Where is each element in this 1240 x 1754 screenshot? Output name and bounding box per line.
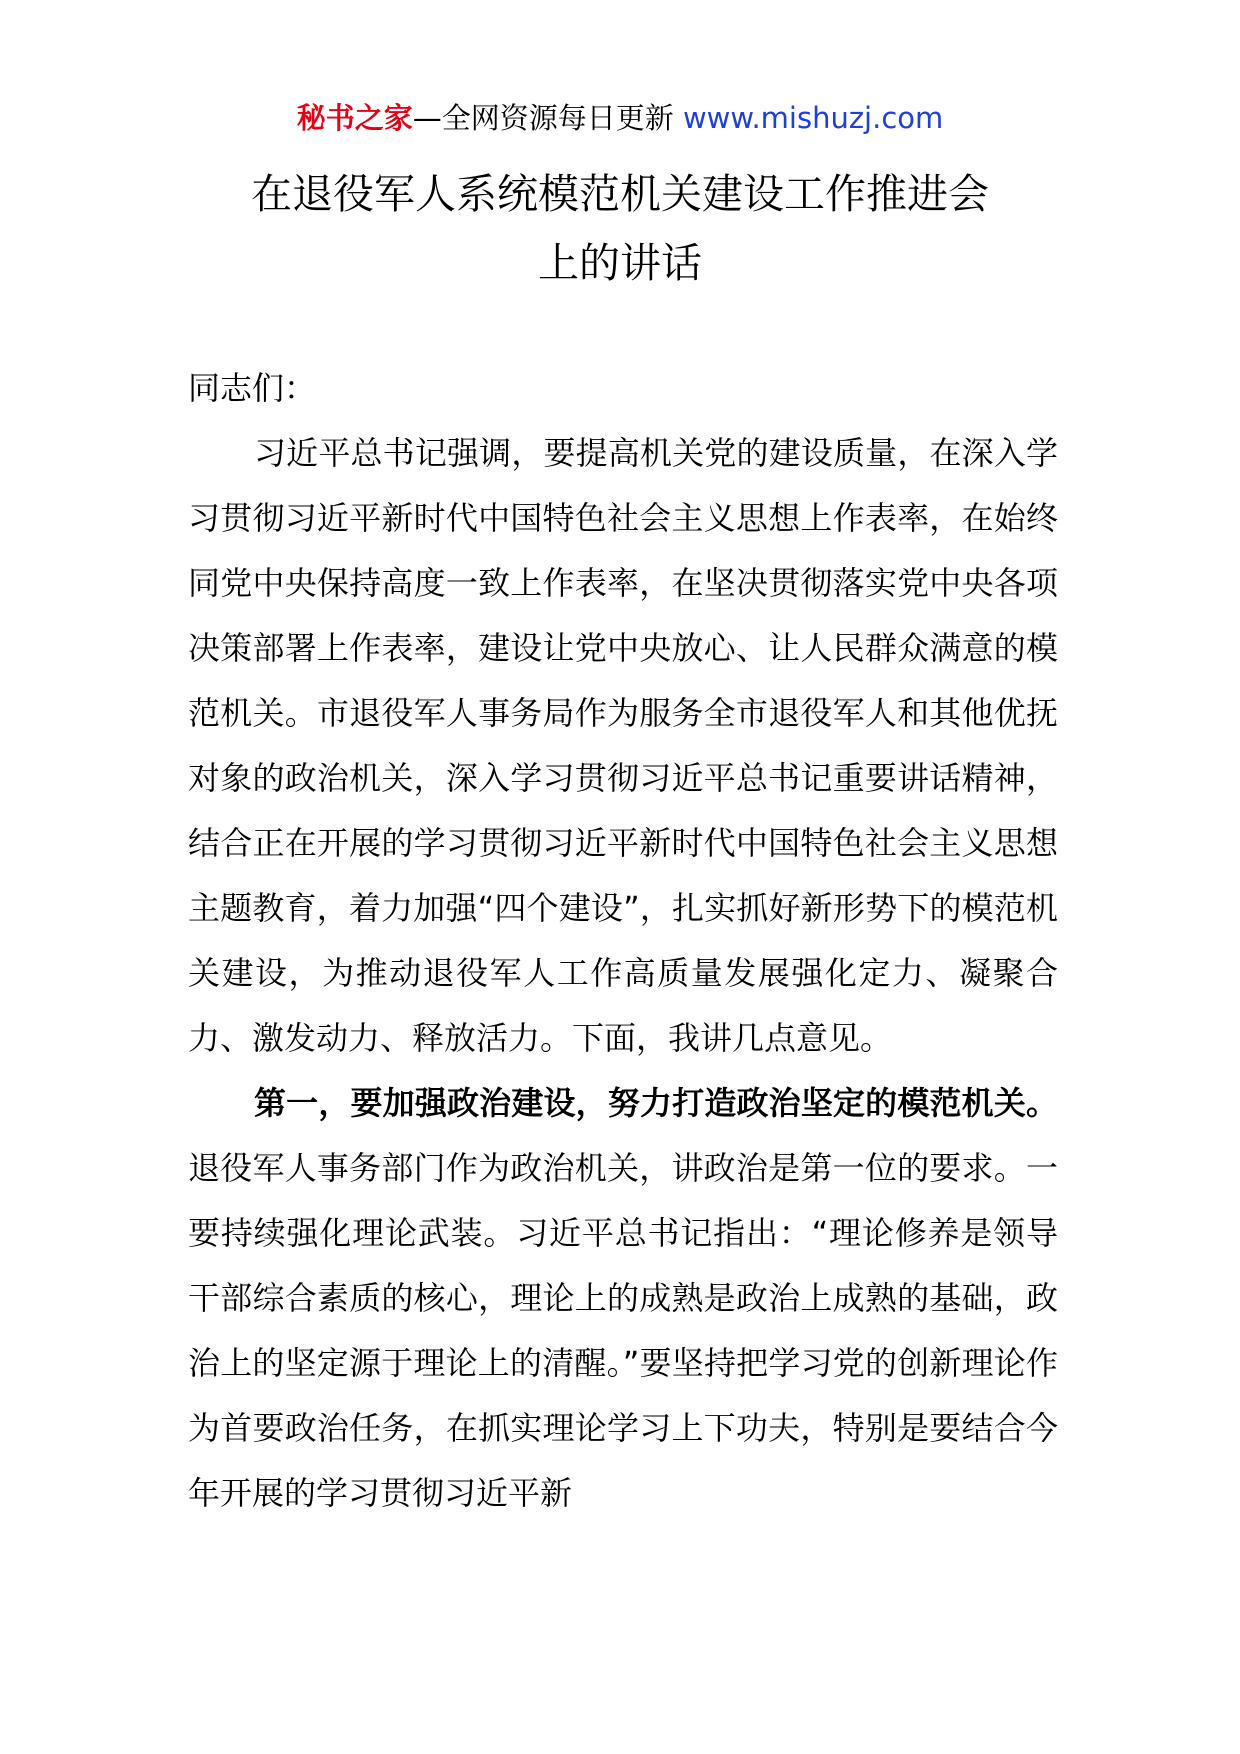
site-header <box>0 98 1240 138</box>
paragraph-2 <box>188 1071 1058 1526</box>
document-title-line-1: 在退役军人系统模范机关建设工作推进会 <box>251 170 989 218</box>
brand-name: 秘书之家 <box>296 101 413 135</box>
header-tagline: —全网资源每日更新 <box>412 101 683 135</box>
paragraph-2-lead: 第一，要加强政治建设，努力打造政治坚定的模范机关。 <box>254 1084 1058 1122</box>
paragraph-2-text: 退役军人事务部门作为政治机关，讲政治是第一位的要求。一要持续强化理论武装。习近平总书记指出：“理论修养是领导干部综合素质的核心，理论上的成熟是政治上成熟的基础，政治上的坚定源于理论上的清醒。”要坚持把学习党的创新理论作为首要政治任务，在抓实理论学习上下功夫，特别是要结合今年开展的学习贯彻习近平新 <box>188 1149 1058 1512</box>
document-title <box>150 160 1090 298</box>
salutation: 同志们： <box>188 369 317 407</box>
site-url: www.mishuzj.com <box>682 101 944 135</box>
document-title-line-2: 上的讲话 <box>538 239 702 287</box>
document-body <box>188 356 1058 1526</box>
paragraph-1: 习近平总书记强调，要提高机关党的建设质量，在深入学习贯彻习近平新时代中国特色社会主义思想上作表率，在始终同党中央保持高度一致上作表率，在坚决贯彻落实党中央各项决策部署上作表率，建设让党中央放心、让人民群众满意的模范机关。市退役军人事务局作为服务全市退役军人和其他优抚对象的政治机关，深入学习贯彻习近平总书记重要讲话精神，结合正在开展的学习贯彻习近平新时代中国特色社会主义思想主题教育，着力加强“四个建设”，扎实抓好新形势下的模范机关建设，为推动退役军人工作高质量发展强化定力、凝聚合力、激发动力、释放活力。下面，我讲几点意见。 <box>188 434 1058 1057</box>
